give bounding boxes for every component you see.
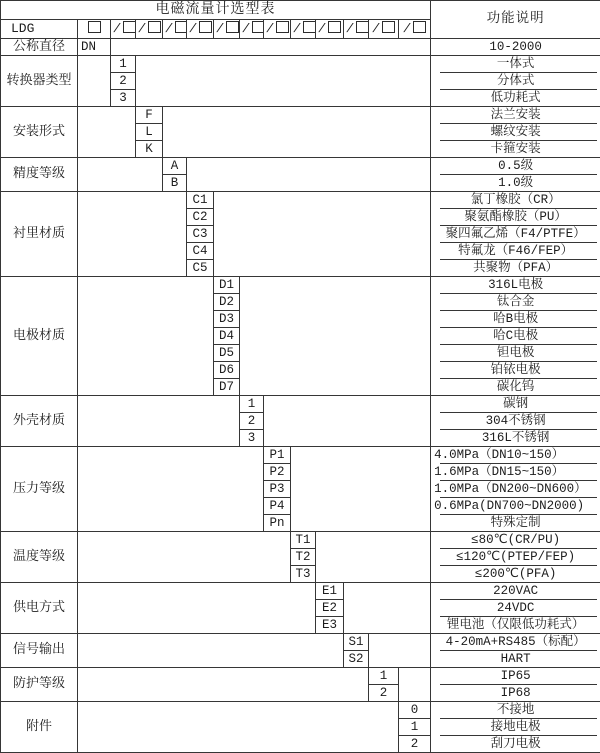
code-box-cell bbox=[291, 20, 316, 39]
option-code-housing-material: 2 bbox=[240, 413, 264, 430]
function-desc-text: 接地电极 bbox=[490, 719, 541, 734]
empty-cell bbox=[78, 532, 291, 583]
slash-separator: / bbox=[112, 22, 122, 37]
option-code-accuracy-class: B bbox=[163, 175, 187, 192]
function-desc-cell bbox=[431, 379, 600, 396]
function-desc-text: 碳钢 bbox=[503, 397, 529, 412]
function-desc-text: 刮刀电极 bbox=[490, 736, 541, 751]
option-code-lining-material: C1 bbox=[187, 192, 214, 209]
empty-cell bbox=[187, 158, 431, 192]
option-code-installation-type: K bbox=[136, 141, 163, 158]
category-label-power-supply: 供电方式 bbox=[1, 583, 78, 634]
function-desc-text: 316L不锈钢 bbox=[481, 430, 550, 445]
function-desc-cell bbox=[431, 651, 600, 668]
function-desc-text: 220VAC bbox=[493, 584, 539, 599]
function-desc-cell bbox=[431, 362, 600, 379]
function-desc-cell bbox=[431, 311, 600, 328]
category-label-accuracy-class: 精度等级 bbox=[1, 158, 78, 192]
table-title: 电磁流量计选型表 bbox=[1, 1, 431, 20]
option-code-nominal-diameter: DN bbox=[78, 39, 111, 56]
function-desc-cell bbox=[431, 192, 600, 209]
code-placeholder-box-icon bbox=[382, 21, 395, 33]
code-placeholder-box-icon bbox=[123, 21, 136, 33]
slash-separator: / bbox=[345, 22, 355, 37]
function-desc-text: 4.0MPa（DN10~150） bbox=[434, 448, 565, 463]
code-placeholder-box-icon bbox=[226, 21, 239, 33]
empty-cell bbox=[399, 668, 431, 702]
function-desc-cell bbox=[431, 175, 600, 192]
option-code-accuracy-class: A bbox=[163, 158, 187, 175]
function-desc-cell bbox=[431, 73, 600, 90]
code-box-cell bbox=[316, 20, 344, 39]
option-code-converter-type: 2 bbox=[111, 73, 136, 90]
option-code-temperature-rating: T2 bbox=[291, 549, 316, 566]
function-desc-text: 碳化钨 bbox=[496, 379, 535, 394]
option-code-lining-material: C4 bbox=[187, 243, 214, 260]
function-desc-text: ≤120℃(PTEP/FEP) bbox=[456, 549, 576, 564]
category-label-lining-material: 衬里材质 bbox=[1, 192, 78, 277]
empty-cell bbox=[78, 396, 240, 447]
option-code-signal-output: S2 bbox=[344, 651, 369, 668]
function-desc-text: 1.0级 bbox=[498, 175, 534, 190]
function-desc-cell bbox=[431, 90, 600, 107]
function-desc-cell bbox=[431, 617, 600, 634]
function-desc-text: 锂电池（仅限低功耗式） bbox=[446, 617, 585, 632]
function-desc-text: 哈C电极 bbox=[493, 328, 539, 343]
option-code-temperature-rating: T1 bbox=[291, 532, 316, 549]
function-desc-cell bbox=[431, 345, 600, 362]
code-box-cell bbox=[240, 20, 264, 39]
function-desc-text: 一体式 bbox=[496, 57, 535, 72]
slash-separator: / bbox=[188, 22, 198, 37]
slash-separator: / bbox=[292, 22, 302, 37]
code-placeholder-box-icon bbox=[252, 21, 264, 33]
empty-cell bbox=[264, 396, 431, 447]
empty-cell bbox=[316, 532, 431, 583]
function-desc-text: IP68 bbox=[500, 685, 531, 700]
code-box-cell bbox=[264, 20, 291, 39]
code-placeholder-box-icon bbox=[328, 21, 341, 33]
category-label-protection-rating: 防护等级 bbox=[1, 668, 78, 702]
option-code-electrode-material: D4 bbox=[214, 328, 240, 345]
option-code-electrode-material: D7 bbox=[214, 379, 240, 396]
function-desc-text: 铂铱电极 bbox=[490, 362, 541, 377]
function-desc-cell bbox=[431, 107, 600, 124]
empty-cell bbox=[111, 39, 431, 56]
function-desc-cell bbox=[431, 447, 600, 464]
function-column-header: 功能说明 bbox=[431, 1, 600, 39]
option-code-pressure-rating: P4 bbox=[264, 498, 291, 515]
slash-separator: / bbox=[241, 22, 251, 37]
function-desc-text: 螺纹安装 bbox=[490, 124, 541, 139]
function-desc-cell bbox=[431, 396, 600, 413]
category-label-signal-output: 信号输出 bbox=[1, 634, 78, 668]
function-desc-text: 卡箍安装 bbox=[490, 141, 541, 156]
function-desc-text: 316L电极 bbox=[488, 278, 544, 293]
option-code-installation-type: F bbox=[136, 107, 163, 124]
function-desc-text: 10-2000 bbox=[489, 39, 542, 54]
function-desc-text: 1.6MPa（DN15~150） bbox=[434, 464, 565, 479]
function-desc-cell bbox=[431, 56, 600, 73]
function-desc-cell bbox=[431, 39, 600, 56]
option-code-electrode-material: D2 bbox=[214, 294, 240, 311]
code-box-cell bbox=[111, 20, 136, 39]
category-label-installation-type: 安装形式 bbox=[1, 107, 78, 158]
slash-separator: / bbox=[164, 22, 174, 37]
code-box-cell bbox=[399, 20, 431, 39]
function-desc-cell bbox=[431, 124, 600, 141]
code-placeholder-box-icon bbox=[199, 21, 212, 33]
function-desc-cell bbox=[431, 600, 600, 617]
option-code-temperature-rating: T3 bbox=[291, 566, 316, 583]
function-desc-cell bbox=[431, 549, 600, 566]
slash-separator: / bbox=[265, 22, 275, 37]
function-desc-text: 不接地 bbox=[496, 703, 535, 718]
function-desc-cell bbox=[431, 260, 600, 277]
code-placeholder-box-icon bbox=[276, 21, 289, 33]
option-code-power-supply: E1 bbox=[316, 583, 344, 600]
option-code-electrode-material: D1 bbox=[214, 277, 240, 294]
option-code-accessories: 0 bbox=[399, 702, 431, 719]
option-code-pressure-rating: P3 bbox=[264, 481, 291, 498]
code-box-cell bbox=[187, 20, 214, 39]
function-desc-cell bbox=[431, 583, 600, 600]
category-label-temperature-rating: 温度等级 bbox=[1, 532, 78, 583]
function-desc-text: 1.0MPa（DN200~DN600） bbox=[434, 481, 587, 496]
function-desc-cell bbox=[431, 736, 600, 753]
function-desc-text: 0.5级 bbox=[498, 159, 534, 174]
function-desc-cell bbox=[431, 294, 600, 311]
function-desc-cell bbox=[431, 481, 600, 498]
empty-cell bbox=[136, 56, 431, 107]
function-desc-text: IP65 bbox=[500, 669, 531, 684]
function-desc-text: 法兰安装 bbox=[490, 108, 541, 123]
empty-cell bbox=[78, 634, 344, 668]
function-desc-cell bbox=[431, 515, 600, 532]
function-desc-cell bbox=[431, 243, 600, 260]
function-desc-text: 哈B电极 bbox=[493, 311, 539, 326]
function-desc-text: ≤200℃(PFA) bbox=[474, 566, 557, 581]
slash-separator: / bbox=[137, 22, 147, 37]
function-desc-cell bbox=[431, 685, 600, 702]
function-desc-text: 聚四氟乙烯（F4/PTFE） bbox=[445, 226, 586, 241]
code-box-cell bbox=[214, 20, 240, 39]
empty-cell bbox=[163, 107, 431, 158]
function-desc-text: 聚氨酯橡胶（PU） bbox=[464, 209, 567, 224]
code-placeholder-box-icon bbox=[88, 21, 101, 33]
function-desc-cell bbox=[431, 498, 600, 515]
empty-cell bbox=[369, 634, 431, 668]
function-desc-cell bbox=[431, 158, 600, 175]
code-placeholder-box-icon bbox=[356, 21, 369, 33]
option-code-protection-rating: 1 bbox=[369, 668, 399, 685]
option-code-electrode-material: D5 bbox=[214, 345, 240, 362]
code-box-cell bbox=[78, 20, 111, 39]
slash-separator: / bbox=[215, 22, 225, 37]
slash-separator: / bbox=[317, 22, 327, 37]
function-desc-cell bbox=[431, 430, 600, 447]
category-label-converter-type: 转换器类型 bbox=[1, 56, 78, 107]
function-desc-text: 共聚物（PFA） bbox=[473, 260, 559, 275]
option-code-protection-rating: 2 bbox=[369, 685, 399, 702]
category-label-pressure-rating: 压力等级 bbox=[1, 447, 78, 532]
function-desc-text: 氯丁橡胶（CR） bbox=[470, 193, 561, 208]
function-desc-text: 4-20mA+RS485（标配） bbox=[445, 635, 586, 650]
empty-cell bbox=[78, 56, 111, 107]
model-prefix-cell: LDG bbox=[1, 20, 78, 39]
empty-cell bbox=[78, 192, 187, 277]
function-desc-text: 分体式 bbox=[496, 73, 535, 88]
code-box-cell bbox=[136, 20, 163, 39]
function-desc-text: 304不锈钢 bbox=[485, 413, 546, 428]
slash-separator: / bbox=[402, 22, 412, 37]
function-desc-cell bbox=[431, 209, 600, 226]
empty-cell bbox=[78, 277, 214, 396]
option-code-lining-material: C5 bbox=[187, 260, 214, 277]
code-placeholder-box-icon bbox=[303, 21, 316, 33]
option-code-accessories: 2 bbox=[399, 736, 431, 753]
empty-cell bbox=[78, 158, 163, 192]
function-desc-text: ≤80℃(CR/PU) bbox=[471, 533, 561, 548]
option-code-lining-material: C3 bbox=[187, 226, 214, 243]
option-code-signal-output: S1 bbox=[344, 634, 369, 651]
function-desc-text: 钽电极 bbox=[496, 345, 535, 360]
empty-cell bbox=[78, 447, 264, 532]
function-desc-text: 特氟龙（F46/FEP） bbox=[458, 243, 574, 258]
function-desc-cell bbox=[431, 413, 600, 430]
function-desc-text: 特殊定制 bbox=[490, 515, 541, 530]
function-desc-text: 0.6MPa(DN700~DN2000) bbox=[434, 498, 585, 513]
option-code-lining-material: C2 bbox=[187, 209, 214, 226]
function-desc-text: 低功耗式 bbox=[490, 90, 541, 105]
empty-cell bbox=[78, 702, 399, 753]
function-desc-cell bbox=[431, 532, 600, 549]
code-placeholder-box-icon bbox=[175, 21, 187, 33]
function-desc-cell bbox=[431, 566, 600, 583]
function-desc-cell bbox=[431, 226, 600, 243]
function-desc-cell bbox=[431, 464, 600, 481]
function-desc-cell bbox=[431, 668, 600, 685]
category-label-nominal-diameter: 公称直径 bbox=[1, 39, 78, 56]
empty-cell bbox=[214, 192, 431, 277]
empty-cell bbox=[344, 583, 431, 634]
category-label-housing-material: 外壳材质 bbox=[1, 396, 78, 447]
option-code-accessories: 1 bbox=[399, 719, 431, 736]
function-desc-cell bbox=[431, 328, 600, 345]
function-desc-text: 钛合金 bbox=[496, 294, 535, 309]
option-code-pressure-rating: P1 bbox=[264, 447, 291, 464]
option-code-installation-type: L bbox=[136, 124, 163, 141]
empty-cell bbox=[78, 107, 136, 158]
function-desc-cell bbox=[431, 141, 600, 158]
option-code-power-supply: E3 bbox=[316, 617, 344, 634]
function-desc-text: 24VDC bbox=[496, 600, 535, 615]
function-desc-cell bbox=[431, 719, 600, 736]
empty-cell bbox=[240, 277, 431, 396]
empty-cell bbox=[78, 583, 316, 634]
empty-cell bbox=[291, 447, 431, 532]
option-code-electrode-material: D6 bbox=[214, 362, 240, 379]
function-desc-text: HART bbox=[500, 651, 531, 666]
function-desc-cell bbox=[431, 277, 600, 294]
category-label-electrode-material: 电极材质 bbox=[1, 277, 78, 396]
function-desc-cell bbox=[431, 634, 600, 651]
code-box-cell bbox=[344, 20, 369, 39]
code-box-cell bbox=[369, 20, 399, 39]
empty-cell bbox=[78, 668, 369, 702]
option-code-power-supply: E2 bbox=[316, 600, 344, 617]
option-code-pressure-rating: P2 bbox=[264, 464, 291, 481]
code-box-cell bbox=[163, 20, 187, 39]
option-code-pressure-rating: Pn bbox=[264, 515, 291, 532]
option-code-converter-type: 3 bbox=[111, 90, 136, 107]
code-placeholder-box-icon bbox=[148, 21, 161, 33]
option-code-converter-type: 1 bbox=[111, 56, 136, 73]
option-code-electrode-material: D3 bbox=[214, 311, 240, 328]
slash-separator: / bbox=[371, 22, 381, 37]
option-code-housing-material: 1 bbox=[240, 396, 264, 413]
option-code-housing-material: 3 bbox=[240, 430, 264, 447]
code-placeholder-box-icon bbox=[413, 21, 426, 33]
category-label-accessories: 附件 bbox=[1, 702, 78, 753]
